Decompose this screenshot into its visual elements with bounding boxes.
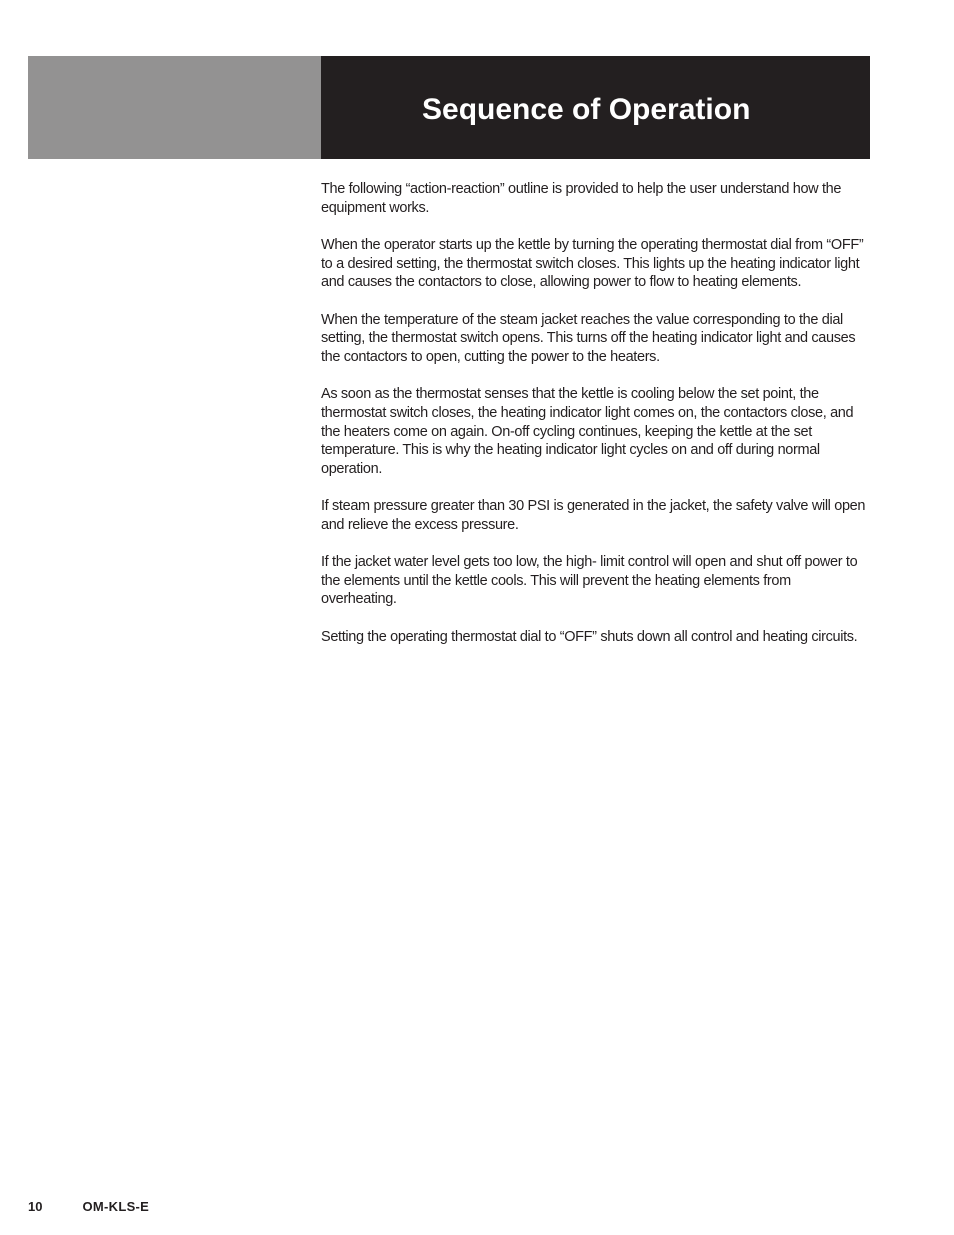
header-title-band bbox=[321, 56, 870, 159]
page-number: 10 bbox=[28, 1199, 43, 1214]
header-gray-band bbox=[28, 56, 321, 159]
paragraph-temperature-reached: When the temperature of the steam jacket reaches the value corresponding to the dial setting, the thermostat switch opens. This turns off the heating indicator light and causes the contactors to open, cutting the power to the heaters. bbox=[321, 311, 856, 365]
document-code: OM-KLS-E bbox=[82, 1199, 150, 1214]
paragraph-safety-valve: If steam pressure greater than 30 PSI is generated in the jacket, the safety valve will open and relieve the excess pressure. bbox=[321, 498, 866, 533]
paragraph-cycling: As soon as the thermostat senses that the kettle is cooling below the set point, the thermostat switch closes, the heating indicator light comes on, the contactors close, and the heaters come on again. On-off cycling continues, keeping the kettle at the set temperature. This is why the heating indicator light cycles on and off during normal operation. bbox=[321, 386, 854, 477]
body-content bbox=[321, 180, 866, 665]
paragraph-intro: The following “action-reaction” outline is provided to help the user understand how the equipment works. bbox=[321, 181, 842, 216]
paragraph-startup: When the operator starts up the kettle by turning the operating thermostat dial from “OFF” to a desired setting, the thermostat switch closes. This lights up the heating indicator light and causes the contactors to close, allowing power to flow to heating elements. bbox=[321, 236, 864, 291]
paragraph-high-limit: If the jacket water level gets too low, the high- limit control will open and shut off power to the elements until the kettle cools. This will prevent the heating elements from overheating. bbox=[321, 554, 858, 608]
page-title: Sequence of Operation bbox=[422, 93, 751, 126]
page-footer bbox=[28, 1198, 149, 1216]
paragraph-shutdown: Setting the operating thermostat dial to “OFF” shuts down all control and heating circuits. bbox=[321, 628, 858, 645]
